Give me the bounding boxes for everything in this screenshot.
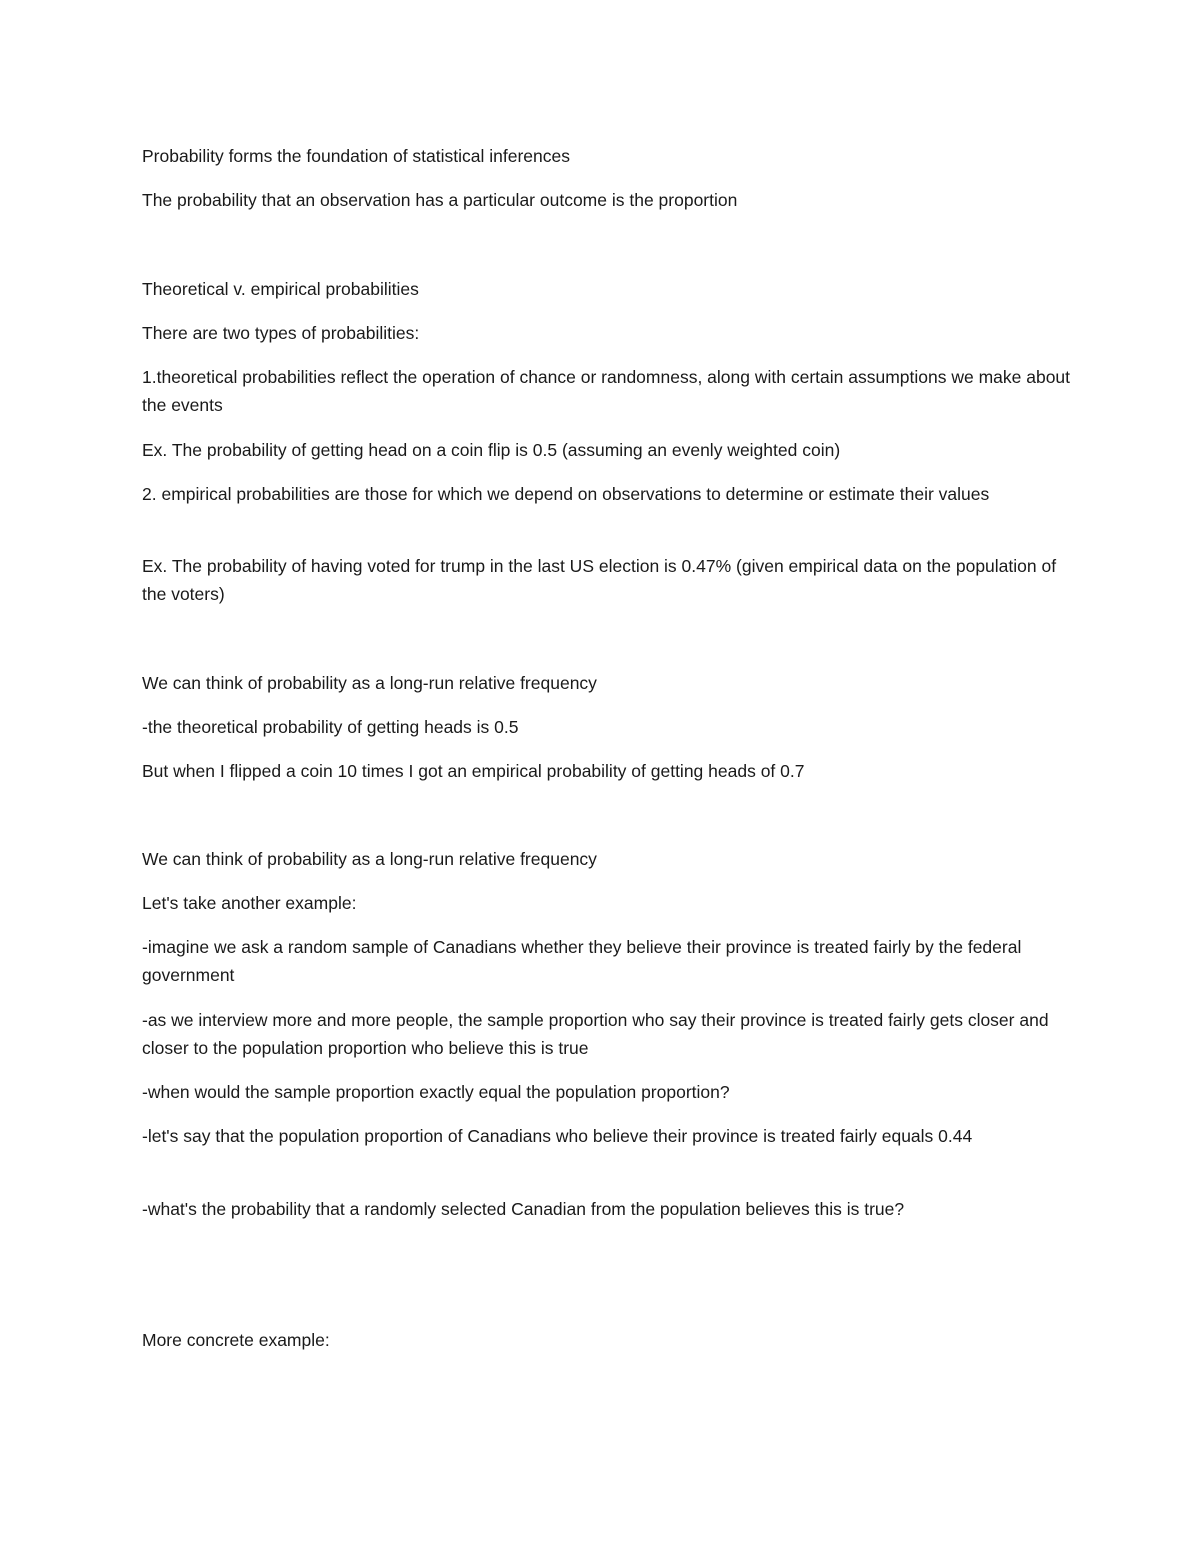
paragraph-more-concrete-example: More concrete example: (142, 1330, 330, 1350)
paragraph-theoretical-probabilities: 1.theoretical probabilities reflect the operation of chance or randomness, along with certain assumptions we make about the events (142, 367, 1071, 415)
paragraph-empirical-probabilities: 2. empirical probabilities are those for which we depend on observations to determine or estimate their values (142, 484, 990, 504)
paragraph-coin-flip-example: Ex. The probability of getting head on a coin flip is 0.5 (assuming an evenly weighted coin) (142, 440, 841, 460)
paragraph-random-sample-canadians: -imagine we ask a random sample of Canadians whether they believe their province is treated fairly by the federal government (142, 937, 1022, 985)
paragraph-population-proportion: -let's say that the population proportion of Canadians who believe their province is treated fairly equals 0.44 (142, 1126, 973, 1146)
paragraph-theoretical-heads: -the theoretical probability of getting heads is 0.5 (142, 717, 519, 737)
paragraph-empirical-heads: But when I flipped a coin 10 times I got an empirical probability of getting heads of 0.7 (142, 761, 805, 781)
paragraph-interview-more-people: -as we interview more and more people, the sample proportion who say their province is treated fairly gets closer and closer to the population proportion who believe this is true (142, 1010, 1049, 1058)
paragraph-probability-foundation: Probability forms the foundation of statistical inferences (142, 146, 570, 166)
heading-theoretical-vs-empirical: Theoretical v. empirical probabilities (142, 279, 419, 299)
paragraph-sample-equals-population: -when would the sample proportion exactly equal the population proportion? (142, 1082, 730, 1102)
paragraph-probability-definition: The probability that an observation has a particular outcome is the proportion (142, 190, 738, 210)
paragraph-another-example: Let's take another example: (142, 893, 357, 913)
paragraph-long-run-frequency-1: We can think of probability as a long-run relative frequency (142, 673, 597, 693)
paragraph-election-example: Ex. The probability of having voted for trump in the last US election is 0.47% (given empirical data on the population of the voters) (142, 556, 1057, 604)
paragraph-two-types: There are two types of probabilities: (142, 323, 420, 343)
paragraph-random-canadian-probability: -what's the probability that a randomly selected Canadian from the population believes this is true? (142, 1199, 905, 1219)
paragraph-long-run-frequency-2: We can think of probability as a long-run relative frequency (142, 849, 597, 869)
